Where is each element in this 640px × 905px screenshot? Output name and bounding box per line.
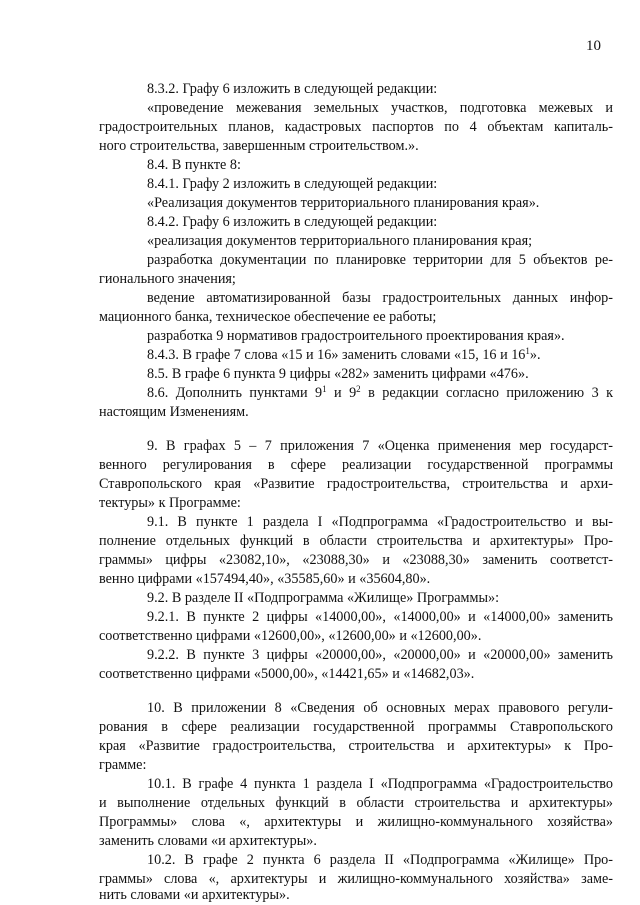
text-line: градостроительных планов, кадастровых паспортов по 4 объектам капиталь- [99, 119, 613, 135]
text-line: ного строительства, завершенным строительством.». [99, 138, 419, 154]
text-line: края «Развитие градостроительства, строительства и архитектуры» к Про- [99, 738, 613, 754]
text-line: Программы» слова «, архитектуры и жилищно-коммунального хозяйства» [99, 814, 613, 830]
text-line: 8.4.2. Графу 6 изложить в следующей редакции: [147, 214, 438, 230]
text-line: 8.3.2. Графу 6 изложить в следующей редакции: [147, 81, 438, 97]
text-segment: и 9 [326, 385, 357, 401]
text-segment: 8.6. Дополнить пунктами 9 [147, 385, 323, 401]
text-line: разработка документации по планировке территории для 5 объектов ре- [147, 252, 613, 268]
text-line: граммы» слова «, архитектуры и жилищно-коммунального хозяйства» заме- [99, 871, 613, 887]
text-line: граммы» цифры «23082,10», «23088,30» и «23088,30» заменить соответст- [99, 552, 613, 568]
text-line: тектуры» к Программе: [99, 495, 241, 511]
superscript: 1 [525, 346, 530, 356]
text-line: разработка 9 нормативов градостроительного проектирования края». [147, 328, 565, 344]
text-line: соответственно цифрами «5000,00», «14421,65» и «14682,03». [99, 666, 475, 682]
text-line [147, 346, 541, 364]
text-segment: 8.4.3. В графе 7 слова «15 и 16» заменить словами «15, 16 и 16 [147, 347, 526, 363]
text-line: венного регулирования в сфере реализации государственной программы [99, 457, 613, 473]
text-line: 8.4.1. Графу 2 изложить в следующей редакции: [147, 176, 438, 192]
text-line: нить словами «и архитектуры». [99, 887, 290, 903]
text-line: «реализация документов территориального планирования края; [147, 233, 533, 249]
text-segment: в редакции согласно приложению 3 к [360, 385, 613, 401]
text-line: мационного банка, техническое обеспечение ее работы; [99, 309, 437, 325]
text-line: 10.2. В графе 2 пункта 6 раздела II «Подпрограмма «Жилище» Про- [147, 852, 613, 868]
text-line: «проведение межевания земельных участков, подготовка межевых и [147, 100, 613, 116]
text-line: и выполнение отдельных функций в области строительства и архитектуры» [99, 795, 613, 811]
text-line: соответственно цифрами «12600,00», «12600,00» и «12600,00». [99, 628, 482, 644]
text-line: полнение отдельных функций в области строительства и архитектуры» Про- [99, 533, 613, 549]
superscript: 2 [356, 384, 361, 394]
text-line: 9. В графах 5 – 7 приложения 7 «Оценка применения мер государст- [147, 438, 613, 454]
page-number: 10 [586, 38, 601, 54]
text-line: «Реализация документов территориального планирования края». [147, 195, 540, 211]
text-line [147, 384, 613, 402]
superscript: 1 [322, 384, 327, 394]
text-line: рования в сфере реализации государственной программы Ставропольского [99, 719, 613, 735]
text-line: 9.2.2. В пункте 3 цифры «20000,00», «20000,00» и «20000,00» заменить [147, 647, 613, 663]
text-line: настоящим Изменениям. [99, 404, 249, 420]
text-line: 10. В приложении 8 «Сведения об основных мерах правового регули- [147, 700, 613, 716]
text-line: ведение автоматизированной базы градостроительных данных инфор- [147, 290, 613, 306]
text-line: 9.2.1. В пункте 2 цифры «14000,00», «14000,00» и «14000,00» заменить [147, 609, 613, 625]
text-line: гионального значения; [99, 271, 236, 287]
text-line: 8.4. В пункте 8: [147, 157, 241, 173]
text-segment: ». [529, 347, 541, 363]
text-line: заменить словами «и архитектуры». [99, 833, 317, 849]
text-line: венно цифрами «157494,40», «35585,60» и «35604,80». [99, 571, 431, 587]
text-line: грамме: [99, 757, 147, 773]
text-line: 9.2. В разделе II «Подпрограмма «Жилище» Программы»: [147, 590, 500, 606]
text-line: 10.1. В графе 4 пункта 1 раздела I «Подпрограмма «Градостроительство [147, 776, 613, 792]
text-line: 8.5. В графе 6 пункта 9 цифры «282» заменить цифрами «476». [147, 366, 529, 382]
text-line: Ставропольского края «Развитие градостроительства, строительства и архи- [99, 476, 613, 492]
text-line: 9.1. В пункте 1 раздела I «Подпрограмма «Градостроительство и вы- [147, 514, 613, 530]
